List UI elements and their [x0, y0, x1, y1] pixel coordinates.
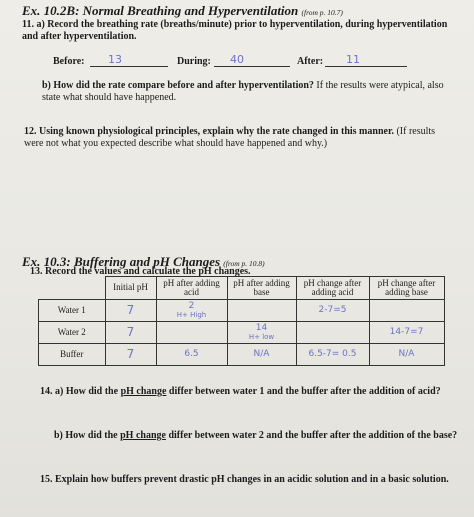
col-header-ph-change-base: pH change after adding base	[369, 277, 444, 300]
cell-water2-change-acid[interactable]	[296, 322, 369, 344]
cell-water1-initial[interactable]: 7	[105, 300, 156, 322]
cell-buffer-change-base[interactable]: N/A	[369, 344, 444, 366]
during-line[interactable]	[214, 66, 290, 67]
cell-buffer-base[interactable]: N/A	[227, 344, 296, 366]
cell-water1-acid[interactable]: 2 H+ High	[156, 300, 227, 322]
during-value: 40	[230, 53, 244, 66]
cell-buffer-change-acid[interactable]: 6.5-7= 0.5	[296, 344, 369, 366]
exercise-10-3-title: Ex. 10.3: Buffering and pH Changes (from p. 10.8)	[22, 254, 265, 269]
row-label-water-1: Water 1	[39, 300, 106, 322]
exercise-10-2b-title: Ex. 10.2B: Normal Breathing and Hyperventilation (from p. 10.7)	[22, 3, 343, 18]
question-14b: b) How did the pH change differ between water 2 and the buffer after the addition of the base?	[54, 430, 458, 441]
cell-buffer-initial[interactable]: 7	[105, 344, 156, 366]
col-header-ph-after-base: pH after adding base	[227, 277, 296, 300]
cell-buffer-acid[interactable]: 6.5	[156, 344, 227, 366]
before-line[interactable]	[90, 66, 168, 67]
table-header-row	[39, 277, 445, 300]
cell-water1-change-base[interactable]	[369, 300, 444, 322]
during-label: During:	[177, 56, 211, 67]
col-header-ph-change-acid: pH change after adding acid	[296, 277, 369, 300]
table-corner	[39, 277, 106, 300]
table-row	[39, 300, 445, 322]
row-label-water-2: Water 2	[39, 322, 106, 344]
after-value: 11	[346, 53, 360, 66]
after-label: After:	[297, 56, 324, 67]
cell-water1-change-acid[interactable]: 2-7=5	[296, 300, 369, 322]
cell-water2-acid[interactable]	[156, 322, 227, 344]
question-11b-cont: state what should have happened.	[42, 92, 177, 103]
values-table	[38, 276, 445, 366]
col-header-initial-ph: Initial pH	[105, 277, 156, 300]
cell-water2-change-base[interactable]: 14-7=7	[369, 322, 444, 344]
question-12-cont: were not what you expected describe what should have happened and why.)	[24, 138, 328, 149]
question-12: 12. Using known physiological principles, explain why the rate changed in this manner. (If results	[24, 126, 436, 137]
cell-water1-base[interactable]	[227, 300, 296, 322]
question-11b: b) How did the rate compare before and after hyperventilation? If the results were atypical, also	[42, 80, 444, 91]
question-13: 13. Record the values and calculate the pH changes.	[30, 266, 251, 277]
before-value: 13	[108, 53, 122, 66]
cell-water2-initial[interactable]: 7	[105, 322, 156, 344]
question-11a: 11. a) Record the breathing rate (breaths/minute) prior to hyperventilation, during hyperventilation	[22, 19, 448, 30]
after-line[interactable]	[325, 66, 407, 67]
before-label: Before:	[53, 56, 85, 67]
question-14a: 14. a) How did the pH change differ between water 1 and the buffer after the addition of acid?	[40, 386, 441, 397]
cell-water2-base[interactable]: 14 H+ low	[227, 322, 296, 344]
table-row	[39, 322, 445, 344]
table-row	[39, 344, 445, 366]
question-15: 15. Explain how buffers prevent drastic pH changes in an acidic solution and in a basic solution.	[40, 474, 449, 485]
col-header-ph-after-acid: pH after adding acid	[156, 277, 227, 300]
question-11a-cont: and after hyperventilation.	[22, 31, 137, 42]
row-label-buffer: Buffer	[39, 344, 106, 366]
